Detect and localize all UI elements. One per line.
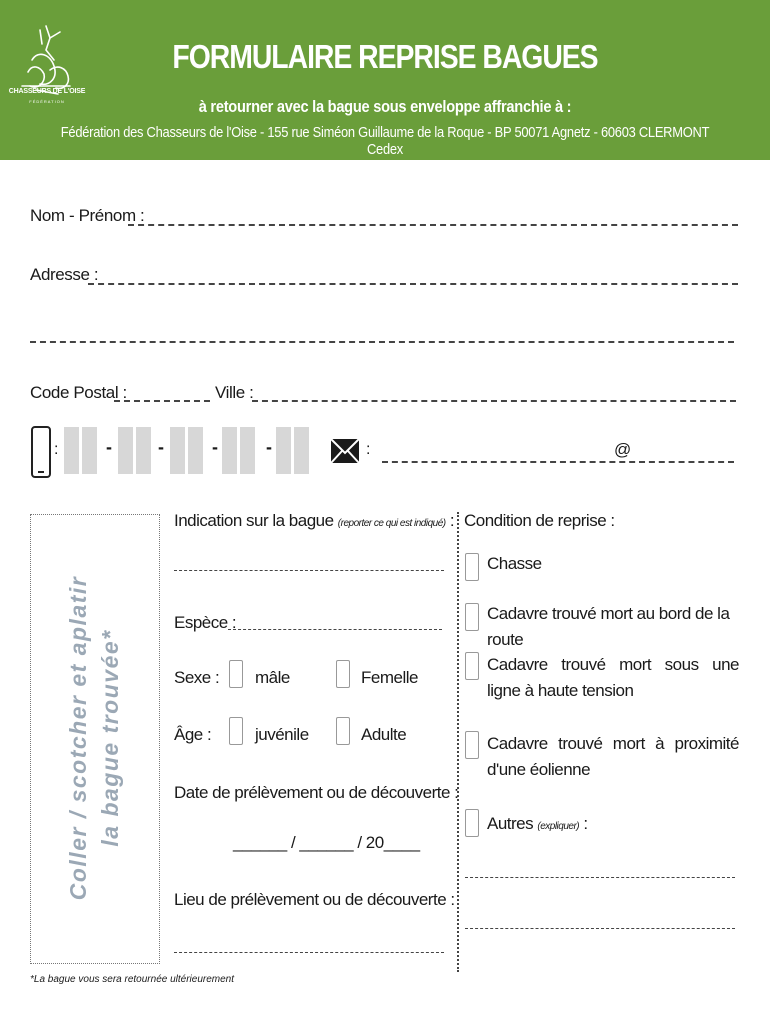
sex-female-label: Femelle [361, 668, 418, 687]
condition-option-hunting: Chasse [487, 554, 542, 573]
ring-indication-label: Indication sur la bague [174, 511, 334, 530]
condition-other-field[interactable] [465, 877, 735, 878]
city-field[interactable] [252, 400, 736, 402]
species-field[interactable] [228, 629, 442, 630]
condition-wind-turbine-checkbox[interactable] [465, 731, 479, 759]
place-field[interactable] [174, 952, 444, 953]
stick-line2: la bague trouvée* [97, 629, 123, 847]
place-label: Lieu de prélèvement ou de découverte : [174, 890, 455, 909]
condition-hunting-checkbox[interactable] [465, 553, 479, 581]
email-at-sign: @ [614, 440, 632, 459]
email-colon: : [366, 441, 371, 458]
ring-indication-note: (reporter ce qui est indiqué) [337, 518, 446, 529]
condition-option-power-line: Cadavre trouvé mort sous une ligne à haute tension [487, 655, 739, 700]
phone-digit-box[interactable] [82, 427, 97, 474]
condition-option-wind-turbine: Cadavre trouvé mort à proximité d'une éolienne [487, 734, 739, 779]
form-subtitle: à retourner avec la bague sous enveloppe affranchie à : [198, 97, 572, 116]
phone-digit-box[interactable] [240, 427, 255, 474]
sex-label: Sexe : [174, 668, 220, 687]
age-adult-checkbox[interactable] [336, 717, 350, 745]
sex-male-label: mâle [255, 668, 290, 687]
condition-other-colon: : [583, 814, 588, 833]
phone-digit-box[interactable] [276, 427, 291, 474]
phone-digit-box[interactable] [170, 427, 185, 474]
email-field[interactable] [382, 461, 734, 463]
address-field-line2[interactable] [30, 341, 734, 343]
species-label: Espèce : [174, 613, 237, 632]
postal-code-label: Code Postal : [30, 383, 127, 402]
ring-stick-instructions [62, 518, 126, 958]
ring-indication-heading [174, 511, 454, 531]
age-adult-label: Adulte [361, 725, 407, 744]
condition-title: Condition de reprise : [464, 511, 615, 530]
name-label: Nom - Prénom : [30, 206, 145, 225]
address-label: Adresse : [30, 265, 99, 284]
condition-option-road: Cadavre trouvé mort au bord de la route [487, 604, 730, 649]
condition-other-checkbox[interactable] [465, 809, 479, 837]
address-field[interactable] [88, 283, 738, 285]
return-address: Fédération des Chasseurs de l'Oise - 155 rue Siméon Guillaume de la Roque - BP 50071 Agnetz - 60603 CLERMONT Cedex [60, 124, 710, 158]
header-banner [0, 0, 770, 160]
logo-subtitle: FÉDÉRATION [29, 99, 65, 104]
logo-name: CHASSEURS DE L'OISE [8, 88, 86, 95]
phone-digit-box[interactable] [118, 427, 133, 474]
age-label: Âge : [174, 725, 212, 744]
condition-other-field-line2[interactable] [465, 928, 735, 929]
stick-line1: Coller / scotcher et aplatir [65, 575, 91, 901]
phone-digit-box[interactable] [188, 427, 203, 474]
phone-separator: - [158, 437, 164, 457]
phone-colon: : [54, 441, 59, 458]
sex-female-checkbox[interactable] [336, 660, 350, 688]
form-title: FORMULAIRE REPRISE BAGUES [172, 38, 598, 75]
age-juvenile-checkbox[interactable] [229, 717, 243, 745]
age-juvenile-label: juvénile [255, 725, 309, 744]
column-divider [457, 512, 459, 972]
condition-other-note: (expliquer) [537, 821, 580, 832]
postal-code-field[interactable] [114, 400, 210, 402]
phone-separator: - [266, 437, 272, 457]
phone-separator: - [106, 437, 112, 457]
city-label: Ville : [215, 383, 254, 402]
phone-icon [31, 426, 51, 478]
phone-separator: - [212, 437, 218, 457]
mail-icon [330, 436, 360, 466]
date-field[interactable]: ______ / ______ / 20____ [233, 833, 420, 852]
condition-road-checkbox[interactable] [465, 603, 479, 631]
ring-indication-field[interactable] [174, 570, 444, 571]
condition-other-label: Autres [487, 814, 534, 833]
condition-option-other [487, 811, 739, 840]
ring-indication-colon: : [449, 511, 455, 530]
phone-digit-box[interactable] [222, 427, 237, 474]
phone-digit-box[interactable] [294, 427, 309, 474]
condition-power-line-checkbox[interactable] [465, 652, 479, 680]
footnote: *La bague vous sera retournée ultérieurement [30, 974, 235, 985]
date-label: Date de prélèvement ou de découverte : [174, 783, 459, 802]
phone-digit-box[interactable] [64, 427, 79, 474]
phone-digit-box[interactable] [136, 427, 151, 474]
name-field[interactable] [128, 224, 738, 226]
sex-male-checkbox[interactable] [229, 660, 243, 688]
